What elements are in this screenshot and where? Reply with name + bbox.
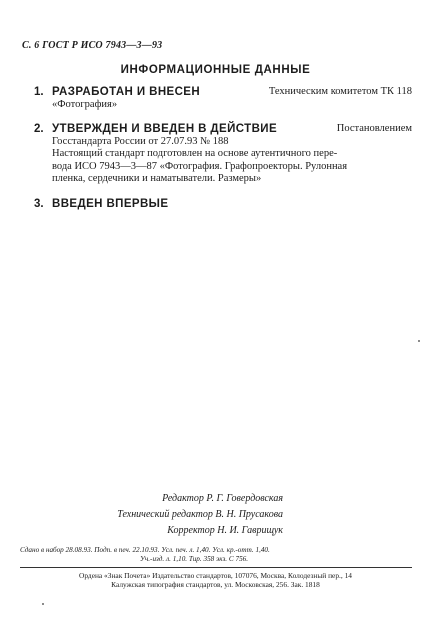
proofreader-credit: Корректор Н. И. Гаврищук xyxy=(167,525,283,536)
imprint-line-2: Уч.-изд. л. 1,10. Тир. 358 экз. С 756. xyxy=(140,555,249,563)
item-first-line xyxy=(52,123,412,136)
info-sections xyxy=(34,86,412,222)
item-lead: РАЗРАБОТАН И ВНЕСЕН xyxy=(52,86,201,98)
item-text-line: Настоящий стандарт подготовлен на основе аутентичного пере- xyxy=(52,148,338,159)
info-item-3 xyxy=(34,198,412,211)
item-text-line: вода ИСО 7943—3—87 «Фотография. Графопроекторы. Рулонная xyxy=(52,160,348,172)
item-lead: УТВЕРЖДЕН И ВВЕДЕН В ДЕЙСТВИЕ xyxy=(52,123,278,135)
print-imprint xyxy=(20,546,412,564)
tech-editor-credit: Технический редактор В. Н. Прусакова xyxy=(117,509,283,520)
item-text-line: «Фотография» xyxy=(52,98,118,110)
publisher-info xyxy=(0,571,431,589)
publisher-line-1: Ордена «Знак Почета» Издательство стандартов, 107076, Москва, Колодезный пер., 14 xyxy=(79,571,352,580)
item-lead: ВВЕДЕН ВПЕРВЫЕ xyxy=(52,197,169,210)
item-text-line: Постановлением xyxy=(336,123,412,134)
imprint-line-1: Сдано в набор 28.08.93. Подп. в печ. 22.10.93. Усл. печ. л. 1,40. Усл. кр.-отт. 1,40. xyxy=(20,546,270,554)
editorial-credits xyxy=(117,491,283,539)
item-body xyxy=(52,86,412,111)
item-number: 2. xyxy=(34,123,44,135)
item-number: 1. xyxy=(34,86,44,98)
scan-speck xyxy=(418,340,420,342)
item-first-line xyxy=(52,86,412,99)
info-item-2 xyxy=(34,123,412,186)
scan-speck xyxy=(42,603,44,605)
item-text-line: Техническим комитетом ТК 118 xyxy=(268,86,412,97)
page-header-code: С. 6 ГОСТ Р ИСО 7943—3—93 xyxy=(22,40,163,51)
item-text-line: пленка, сердечники и наматыватели. Размеры» xyxy=(52,173,262,184)
editor-credit: Редактор Р. Г. Говердовская xyxy=(162,493,283,504)
info-item-1 xyxy=(34,86,412,111)
item-text-line: Госстандарта России от 27.07.93 № 188 xyxy=(52,135,229,147)
publisher-line-2: Калужская типография стандартов, ул. Московская, 256. Зак. 1818 xyxy=(111,580,320,589)
item-body xyxy=(52,198,412,211)
item-body xyxy=(52,123,412,186)
section-title: ИНФОРМАЦИОННЫЕ ДАННЫЕ xyxy=(120,64,311,76)
divider-line xyxy=(20,567,412,568)
item-number: 3. xyxy=(34,197,44,210)
